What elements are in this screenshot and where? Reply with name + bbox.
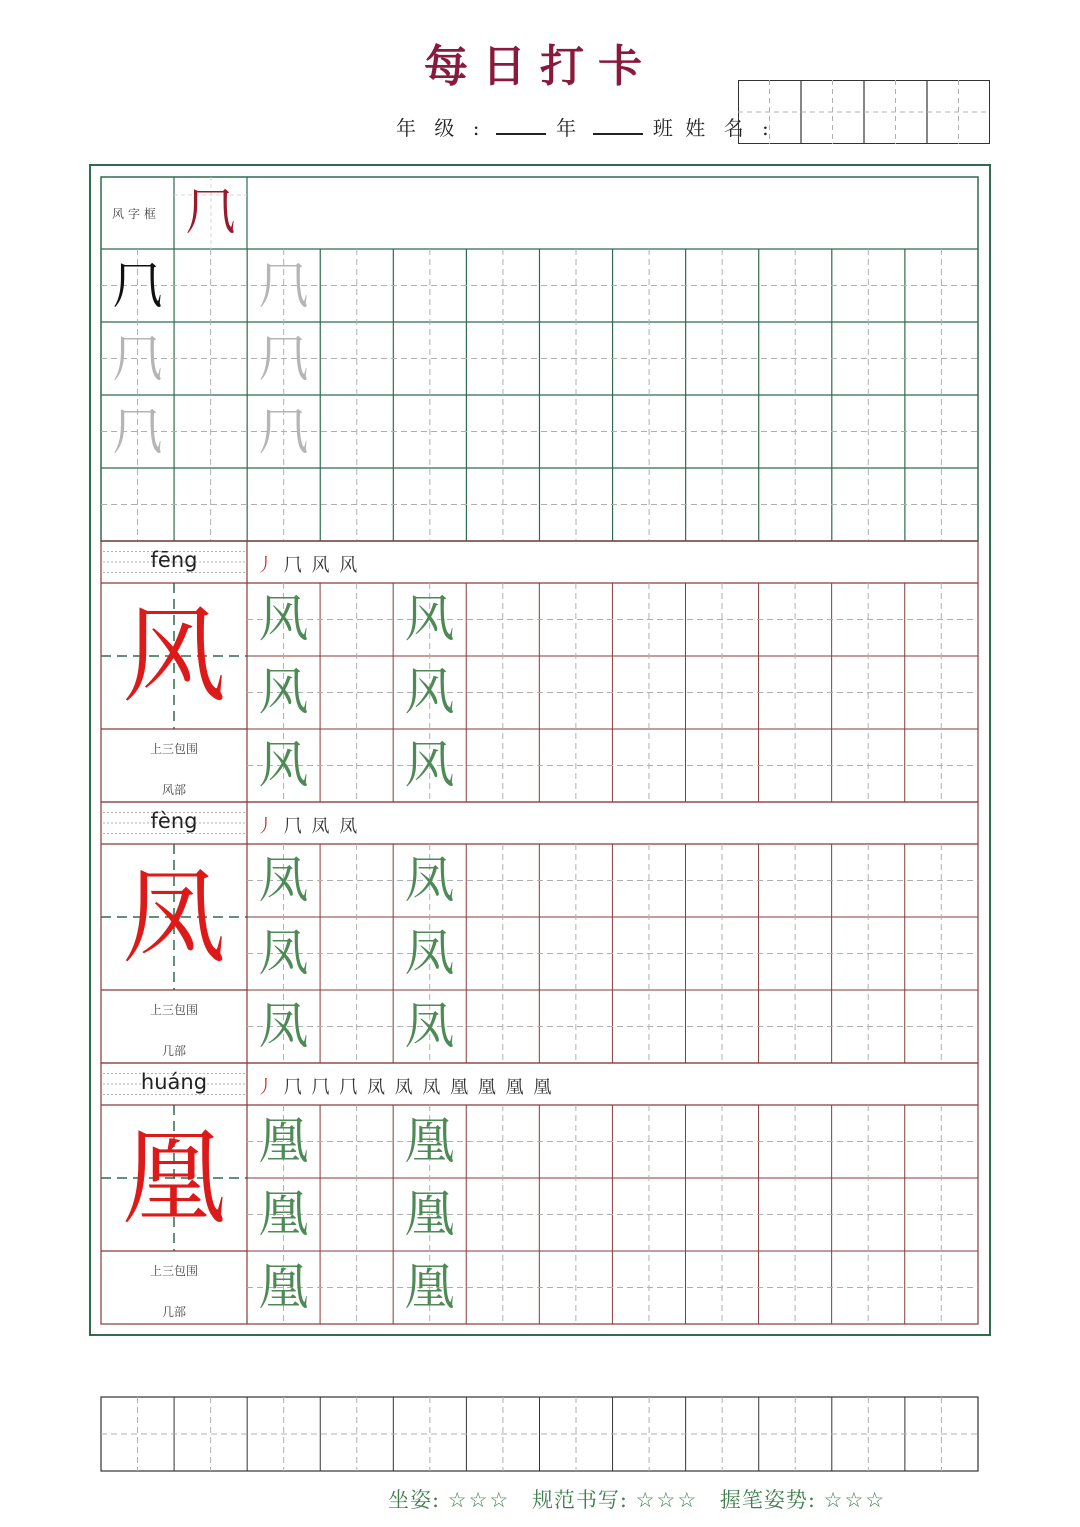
stroke-order-sequence: [256, 812, 359, 838]
stroke-step: 凰: [477, 1077, 506, 1098]
char-radical: 几部: [161, 1044, 186, 1058]
trace-char: 凰: [404, 1258, 455, 1316]
posture-label: 坐姿:: [388, 1488, 441, 1512]
char-pinyin: huáng: [140, 1070, 208, 1094]
stroke-step: ⺇: [283, 555, 312, 576]
stroke-step: ⺇: [311, 1077, 340, 1098]
trace-char: 凰: [258, 1258, 309, 1316]
stroke-step: 凤: [339, 816, 360, 837]
trace-char: 凰: [258, 1185, 309, 1243]
char-structure: 上三包围: [149, 1003, 198, 1017]
trace-char: 凤: [258, 997, 309, 1055]
stroke-step: ⺇: [283, 816, 312, 837]
grade-label: 年 级 :: [396, 116, 486, 140]
stroke-step: 凤: [394, 1077, 423, 1098]
stroke-step: 丿: [256, 816, 284, 837]
model-char: 凰: [121, 1117, 226, 1239]
grip-label: 握笔姿势:: [719, 1488, 816, 1512]
stroke-step: 凰: [533, 1077, 554, 1098]
writing-stars[interactable]: ☆☆☆: [635, 1488, 699, 1512]
stroke-order-sequence: [256, 1073, 553, 1099]
component-trace-char: ⺇: [258, 330, 309, 388]
char-structure: 上三包围: [149, 1264, 198, 1278]
name-label: 姓 名 :: [685, 116, 775, 140]
evaluation-footer: [388, 1484, 900, 1514]
component-model-char: ⺇: [185, 183, 236, 241]
stroke-step: 凰: [505, 1077, 534, 1098]
writing-label: 规范书写:: [531, 1488, 629, 1512]
posture-stars[interactable]: ☆☆☆: [447, 1488, 511, 1512]
trace-char: 风: [404, 736, 455, 794]
component-trace-char: ⺇: [112, 330, 163, 388]
trace-char: 凤: [404, 997, 455, 1055]
stroke-step: 丿: [256, 555, 284, 576]
stroke-step: 凤: [311, 816, 340, 837]
stroke-step: ⺇: [339, 1077, 367, 1098]
stroke-step: 凤: [366, 1077, 395, 1098]
component-trace-char: ⺇: [112, 403, 163, 461]
char-radical: 几部: [161, 1305, 186, 1319]
trace-char: 凤: [404, 851, 455, 909]
trace-char: 凰: [404, 1185, 455, 1243]
trace-char: 凤: [404, 924, 455, 982]
stroke-step: 凤: [422, 1077, 451, 1098]
stroke-step: 风: [339, 555, 360, 576]
trace-char: 凤: [258, 851, 309, 909]
trace-char: 凰: [258, 1112, 309, 1170]
trace-char: 风: [258, 736, 309, 794]
char-pinyin: fēng: [150, 548, 198, 572]
page-title: 每日打卡: [424, 41, 656, 92]
model-char: 凤: [121, 856, 226, 978]
component-demo-char: ⺇: [112, 257, 163, 315]
trace-char: 风: [258, 590, 309, 648]
trace-char: 凤: [258, 924, 309, 982]
char-radical: 风部: [161, 783, 186, 797]
stroke-order-sequence: [256, 551, 359, 577]
model-char: 风: [121, 595, 226, 717]
trace-char: 风: [404, 590, 455, 648]
stroke-step: 风: [311, 555, 340, 576]
component-trace-char: ⺇: [258, 403, 309, 461]
component-label: 风字框: [112, 207, 161, 221]
class-label: 班: [652, 116, 679, 140]
grip-stars[interactable]: ☆☆☆: [823, 1488, 887, 1512]
stroke-step: ⺇: [283, 1077, 312, 1098]
component-trace-char: ⺇: [258, 257, 309, 315]
char-structure: 上三包围: [149, 742, 198, 756]
trace-char: 风: [404, 663, 455, 721]
trace-char: 风: [258, 663, 309, 721]
year-label: 年: [556, 116, 583, 140]
stroke-step: 凰: [450, 1077, 478, 1098]
stroke-step: 丿: [256, 1077, 284, 1098]
char-pinyin: fèng: [150, 809, 198, 833]
trace-char: 凰: [404, 1112, 455, 1170]
